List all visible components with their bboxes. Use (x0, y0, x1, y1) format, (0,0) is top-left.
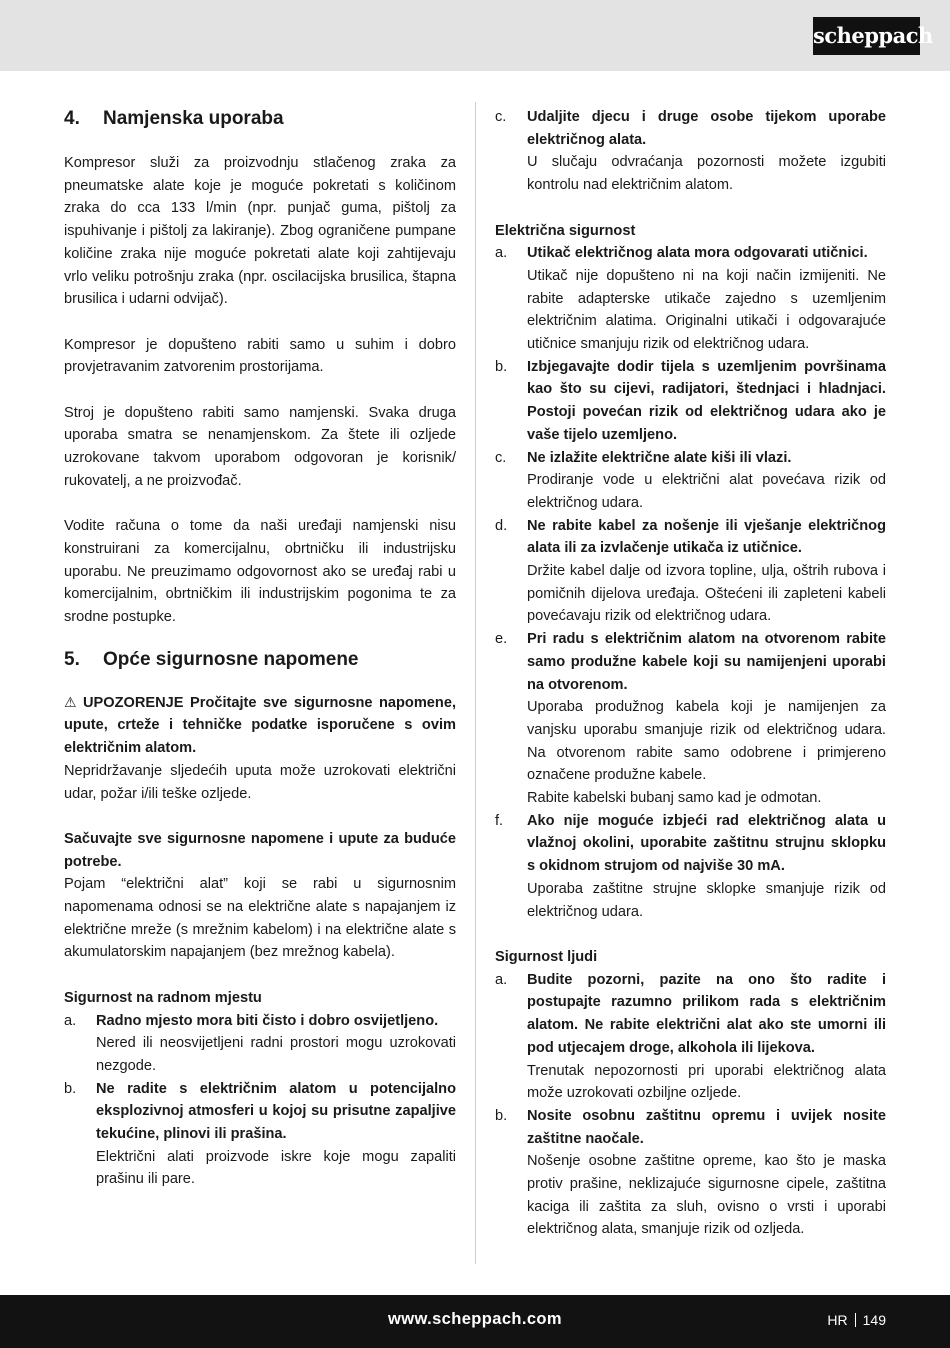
keep-instructions: Sačuvajte sve sigurnosne napomene i upute za buduće potrebe. (64, 830, 456, 870)
section-4-paragraph: Vodite računa o tome da naši uređaji namjenski nisu konstruirani za komercijalnu, obrtničku ili industrijsku uporabu. Ne preuzimamo odgovornost ako se uređaj rabi u komercijalnim, obrtničkim ili industrijskim pogonima te za srodne postupke. (64, 518, 456, 626)
header-bar (0, 0, 950, 71)
list-item: a. Radno mjesto mora biti čisto i dobro osvijetljeno. Nered ili neosvijetljeni radni prostori mogu uzrokovati nezgode. (64, 1012, 456, 1074)
list-item: f. Ako nije moguće izbjeći rad električnog alata u vlažnoj okolini, uporabite zaštitnu strujnu sklopku s okidnom strujom od najviše 30 mA. Uporaba zaštitne strujne sklopke smanjuje rizik od električnog udara. (495, 812, 886, 920)
footer-bar (0, 1295, 950, 1348)
warning-triangle-icon: ⚠ (64, 693, 79, 710)
section-4-paragraph: Kompresor je dopušteno rabiti samo u suhim i dobro provjetravanim zatvorenim prostorijama. (64, 336, 456, 376)
personal-safety-heading: Sigurnost ljudi (495, 948, 598, 965)
column-divider (475, 102, 476, 1264)
section-4-paragraph: Kompresor služi za proizvodnju stlačenog zraka za pneumatske alate koje je moguće pokretati s količinom zraka do cca 133 l/min (npr. punjač guma, pištolj za ispuhivanje i pištolj za lakiranje). Zbog ograničene pumpane količine zraka nije moguće pokretati alate koji zahtijevaju vrlo veliku potrošnju zraka (npr. oscilacijska brusilica, štapna brusilica i udarni odvijač). (64, 155, 456, 308)
section-4-paragraph: Stroj je dopušteno rabiti samo namjenski. Svaka druga uporaba smatra se nenamjenskom. Za štete ili ozljede uzrokovane takvom uporabom odgovoran je korisnik/ rukovatelj, a ne proizvođač. (64, 404, 456, 489)
section-4-heading: 4. Namjenska uporaba (64, 108, 284, 129)
list-item: e. Pri radu s električnim alatom na otvorenom rabite samo produžne kabele koji su namijenjeni uporabi na otvorenom. Uporaba produžnog kabela koji je namijenjen za vanjsku uporabu smanjuje rizik od električnog udara. Na otvorenom rabite samo odobrene i primjereno označene produžne kabele. Rabite kabelski bubanj samo kad je odmotan. (495, 631, 886, 807)
power-tool-definition: Pojam “električni alat” koji se rabi u sigurnosnim napomenama odnosi se na električne alate s napajanjem iz električne mreže (s mrežnim kabelom) i na električne alate s akumulatorskim napajanjem (bez mrežnog kabela). (64, 876, 456, 961)
list-item: c. Udaljite djecu i druge osobe tijekom uporabe električnog alata. U slučaju odvraćanja pozornosti možete izgubiti kontrolu nad električnim alatom. (495, 109, 886, 194)
list-item: d. Ne rabite kabel za nošenje ili vješanje električnog alata ili za izvlačenje utikača iz utičnice. Držite kabel dalje od izvora topline, ulja, oštrih rubova i pomičnih dijelova uređaja. Oštećeni ili zapleteni kabeli povećavaju rizik od električnog udara. (495, 517, 886, 625)
left-column (64, 106, 456, 1191)
scheppach-logo: scheppach (813, 17, 920, 55)
workplace-safety-heading: Sigurnost na radnom mjestu (64, 989, 262, 1006)
page-number: HR 149 (827, 1312, 886, 1328)
website-link[interactable]: www.scheppach.com (388, 1310, 562, 1328)
section-5-heading: 5. Opće sigurnosne napomene (64, 648, 359, 670)
list-item: a. Budite pozorni, pazite na ono što radite i postupajte razumno prilikom rada s električnim alatom. Ne rabite električni alat ako ste umorni ili pod utjecajem droge, alkohola ili lijekova. Trenutak nepozornosti pri uporabi električnog alata može uzrokovati ozbiljne ozljede. (495, 971, 886, 1102)
electrical-safety-heading: Električna sigurnost (495, 222, 636, 239)
right-column (495, 106, 886, 1241)
list-item: a. Utikač električnog alata mora odgovarati utičnici. Utikač nije dopušteno ni na koji način izmijeniti. Ne rabite adapterske utikače zajedno s uzemljenim električnim alatima. Originalni utikači i odgovarajuće utičnice smanjuju rizik od električnog udara. (495, 245, 886, 353)
warning-text: Nepridržavanje sljedećih uputa može uzrokovati električni udar, požar i/ili teške ozljede. (64, 762, 456, 802)
list-item: b. Nosite osobnu zaštitnu opremu i uvijek nosite zaštitne naočale. Nošenje osobne zaštitne opreme, kao što je maska protiv prašine, neklizajuće sigurnosne cipele, zaštitna kaciga ili zaštita za sluh, ovisno o vrsti i uporabi električnog alata, smanjuje rizik od ozljeda. (495, 1107, 886, 1238)
list-item: c. Ne izlažite električne alate kiši ili vlazi. Prodiranje vode u električni alat povećava rizik od električnog udara. (495, 449, 886, 511)
warning-block: ⚠ UPOZORENJE Pročitajte sve sigurnosne napomene, upute, crteže i tehničke podatke isporučene s ovim električnim alatom. (64, 693, 456, 757)
list-item: b. Izbjegavajte dodir tijela s uzemljenim površinama kao što su cijevi, radijatori, štednjaci i hladnjaci. Postoji povećan rizik od električnog udara ako je vaše tijelo uzemljeno. (495, 358, 886, 443)
list-item: b. Ne radite s električnim alatom u potencijalno eksplozivnoj atmosferi u kojoj su prisutne zapaljive tekućine, plinovi ili prašina. Električni alati proizvode iskre koje mogu zapaliti prašinu ili pare. (64, 1080, 456, 1188)
